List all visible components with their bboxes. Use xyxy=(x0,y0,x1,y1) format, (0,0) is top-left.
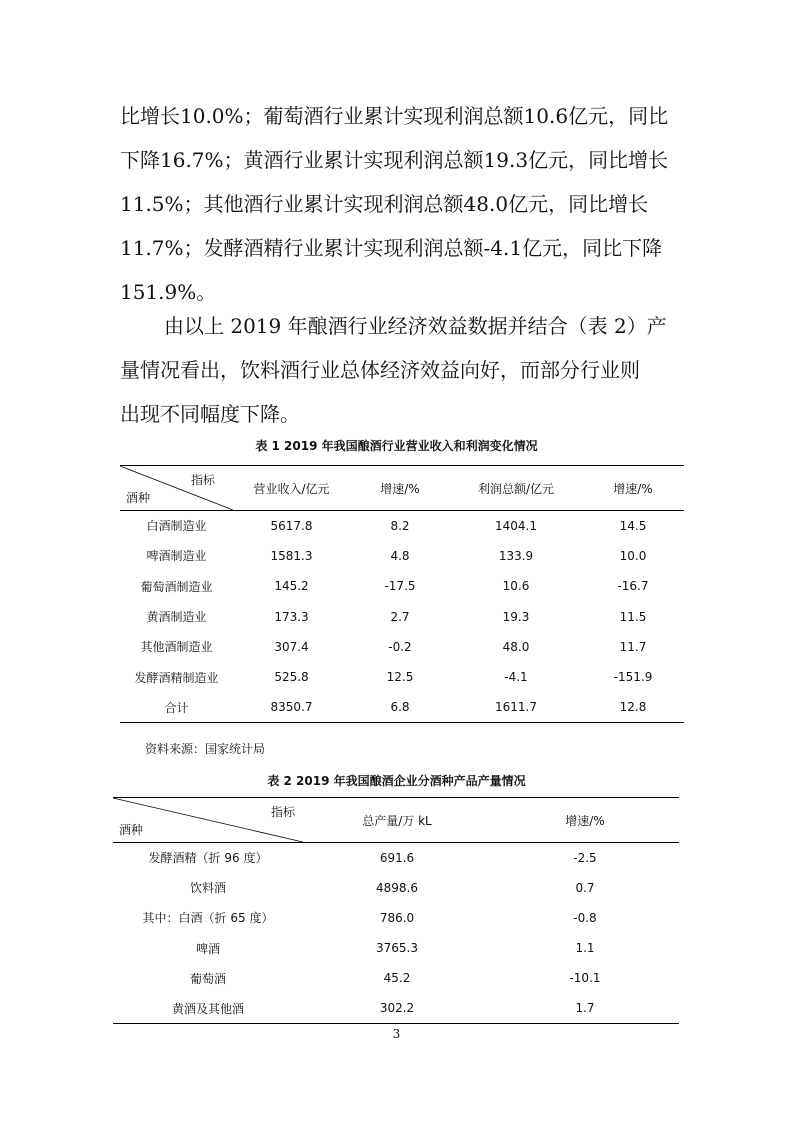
diagonal-header-cell xyxy=(113,798,303,843)
table-cell: -16.7 xyxy=(617,579,649,594)
table-cell: -151.9 xyxy=(613,670,653,685)
column-header: 增速/% xyxy=(582,466,684,511)
paragraph-line: 量情况看出，饮料酒行业总体经济效益向好，而部分行业则 xyxy=(120,358,640,382)
table-cell: -10.1 xyxy=(569,971,601,986)
table-row xyxy=(113,963,679,993)
diag-bottom-label: 酒种 xyxy=(119,823,144,837)
table-cell: 3765.3 xyxy=(376,941,418,956)
paragraph-line: 由以上 2019 年酿酒行业经济效益数据并结合（表 2）产 xyxy=(164,314,667,338)
table-cell: 4898.6 xyxy=(376,880,418,895)
row-label: 葡萄酒 xyxy=(189,971,226,986)
table-row xyxy=(113,843,679,873)
table-cell: 0.7 xyxy=(575,880,595,895)
table-cell: 10.6 xyxy=(502,579,530,594)
diag-bottom-label: 酒种 xyxy=(126,491,151,505)
row-label: 黄酒制造业 xyxy=(146,610,207,625)
table-cell: 12.8 xyxy=(619,700,647,715)
table1 xyxy=(120,465,684,723)
row-label: 啤酒 xyxy=(195,941,220,956)
table1-caption: 表 1 2019 年我国酿酒行业营业收入和利润变化情况 xyxy=(255,439,538,453)
table-row xyxy=(113,933,679,963)
table-row xyxy=(120,541,684,571)
table-cell: 1581.3 xyxy=(270,548,313,563)
table-cell: -0.8 xyxy=(573,910,597,925)
table-row xyxy=(120,571,684,601)
row-label: 白酒制造业 xyxy=(146,519,207,534)
row-label: 其他酒制造业 xyxy=(140,640,213,655)
table-cell: 2.7 xyxy=(390,609,410,624)
diag-top-label: 指标 xyxy=(190,473,215,487)
table2-caption: 表 2 2019 年我国酿酒企业分酒种产品产量情况 xyxy=(267,774,526,788)
column-header: 总产量/万 kL xyxy=(303,798,491,843)
table-cell: 14.5 xyxy=(619,518,647,533)
paragraph-line: 下降16.7%；黄酒行业累计实现利润总额19.3亿元，同比增长 xyxy=(120,148,669,172)
table-row xyxy=(120,662,684,692)
table-cell: 8350.7 xyxy=(270,700,313,715)
paragraph-line: 151.9%。 xyxy=(120,280,217,304)
table1-header-row xyxy=(120,466,684,511)
table-cell: 525.8 xyxy=(274,670,309,685)
paragraph-line: 11.7%；发酵酒精行业累计实现利润总额-4.1亿元，同比下降 xyxy=(120,236,663,260)
table-row xyxy=(120,511,684,541)
table-cell: 4.8 xyxy=(390,548,410,563)
diag-top-label: 指标 xyxy=(270,805,295,819)
column-header: 营业收入/亿元 xyxy=(233,466,350,511)
table-cell: 12.5 xyxy=(386,670,414,685)
table-cell: 786.0 xyxy=(379,910,415,925)
table-cell: 691.6 xyxy=(379,850,415,865)
paragraph-line: 比增长10.0%；葡萄酒行业累计实现利润总额10.6亿元，同比 xyxy=(120,104,669,128)
paragraph-line: 11.5%；其他酒行业累计实现利润总额48.0亿元，同比增长 xyxy=(120,192,649,216)
row-label: 合计 xyxy=(164,700,189,715)
table2 xyxy=(113,797,679,1024)
table2-header-row xyxy=(113,798,679,843)
table-cell: 1.7 xyxy=(575,1001,595,1016)
table-cell: 19.3 xyxy=(502,609,530,624)
row-label: 发酵酒精（折 96 度） xyxy=(148,851,268,866)
table-cell: 133.9 xyxy=(498,548,534,563)
table-row xyxy=(120,632,684,662)
table-cell: 145.2 xyxy=(274,579,309,594)
row-label: 发酵酒精制造业 xyxy=(134,670,219,685)
table-cell: 10.0 xyxy=(619,548,647,563)
table-cell: 302.2 xyxy=(379,1001,415,1016)
table-cell: 1.1 xyxy=(575,941,595,956)
table-cell: -0.2 xyxy=(388,639,412,654)
table-cell: 1611.7 xyxy=(495,700,537,715)
row-label: 黄酒及其他酒 xyxy=(171,1001,244,1016)
table-cell: -17.5 xyxy=(384,579,416,594)
row-label: 葡萄酒制造业 xyxy=(140,579,213,594)
table-cell: 48.0 xyxy=(502,639,530,654)
column-header: 增速/% xyxy=(491,798,679,843)
table-cell: 5617.8 xyxy=(270,518,313,533)
table-row xyxy=(113,993,679,1023)
row-label: 饮料酒 xyxy=(189,881,226,896)
table-cell: 8.2 xyxy=(390,518,410,533)
row-label: 啤酒制造业 xyxy=(146,549,207,564)
table-row xyxy=(120,601,684,631)
table-cell: 173.3 xyxy=(274,609,309,624)
table-cell: -4.1 xyxy=(504,670,528,685)
table-cell: 11.5 xyxy=(619,609,647,624)
page-number: 3 xyxy=(392,1027,401,1041)
column-header: 增速/% xyxy=(350,466,450,511)
row-label: 其中：白酒（折 65 度） xyxy=(142,911,274,926)
table-cell: 307.4 xyxy=(274,639,309,654)
table-cell: 1404.1 xyxy=(495,518,537,533)
table-row xyxy=(113,903,679,933)
table-total-row xyxy=(120,692,684,722)
column-header: 利润总额/亿元 xyxy=(450,466,582,511)
table-cell: 45.2 xyxy=(383,971,411,986)
table1-source-note: 资料来源：国家统计局 xyxy=(145,742,266,756)
diagonal-header-cell xyxy=(120,466,233,511)
table-cell: 11.7 xyxy=(619,639,647,654)
table-row xyxy=(113,873,679,903)
paragraph-line: 出现不同幅度下降。 xyxy=(120,402,300,426)
table-cell: -2.5 xyxy=(573,850,597,865)
table-cell: 6.8 xyxy=(390,700,410,715)
